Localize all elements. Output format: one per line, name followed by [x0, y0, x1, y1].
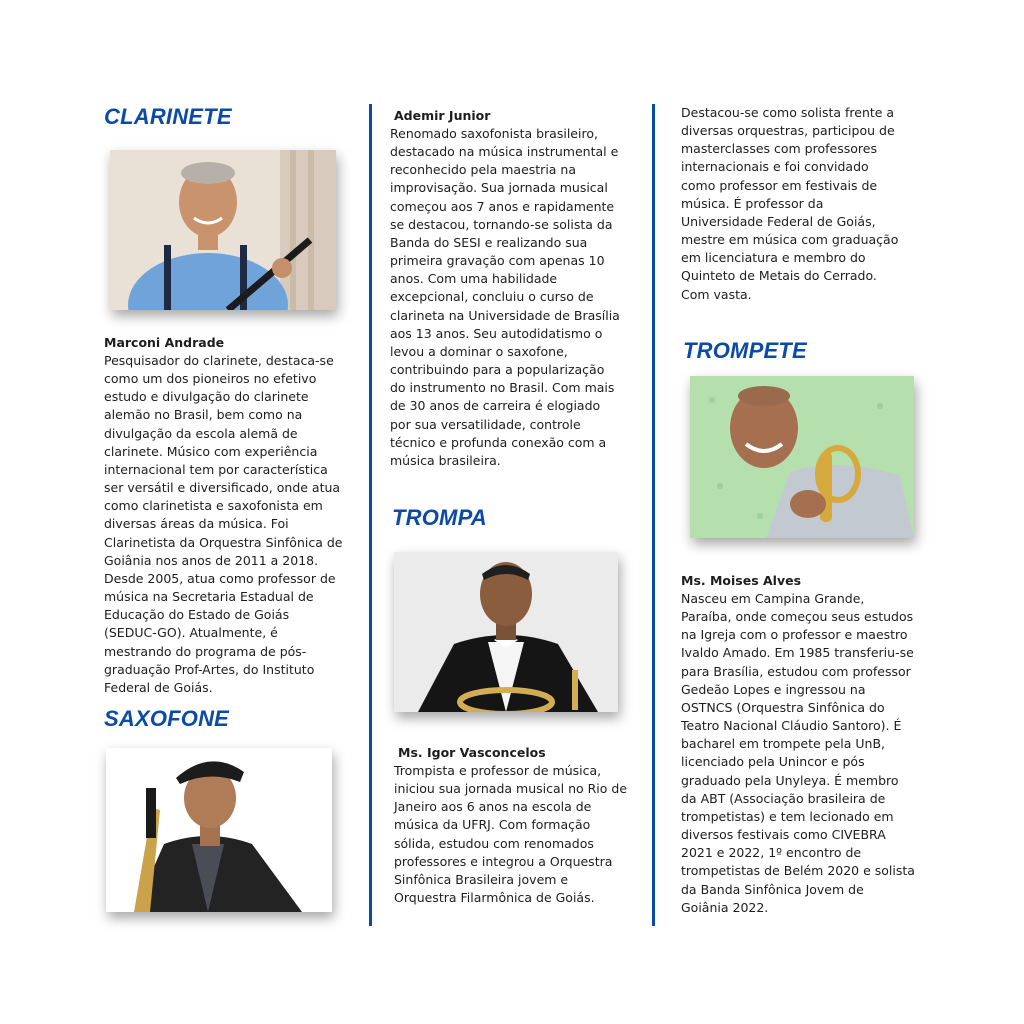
bio-line: na Igreja com o professor e maestro	[681, 627, 908, 643]
bio-line: sólida, estudou com renomados	[394, 835, 594, 851]
bio-line: primeira gravação com apenas 10	[390, 253, 605, 269]
clarinete-heading: CLARINETE	[104, 104, 232, 129]
bio-line: 2021 e 2022, 1º encontro de	[681, 845, 862, 861]
clarinete-name: Marconi Andrade	[104, 335, 225, 350]
saxophonist-portrait	[106, 748, 332, 912]
bio-line: por sua versatilidade, controle	[390, 416, 581, 432]
bio-line: aos 13 anos. Seu autodidatismo o	[390, 325, 603, 341]
bio-line: técnico e profunda conexão com a	[390, 434, 607, 450]
bio-line: Educação do Estado de Goiás	[104, 607, 290, 623]
bio-line: Pesquisador do clarinete, destaca-se	[104, 353, 334, 368]
trompa-photo	[394, 552, 618, 712]
bio-line: alemão no Brasil, bem como na	[104, 407, 303, 423]
bio-line: Quinteto de Metais do Cerrado.	[681, 268, 877, 284]
bio-line: destacado na música instrumental e	[390, 144, 619, 160]
bio-line: música. É professor da	[681, 195, 824, 211]
trompete-bio	[681, 590, 915, 917]
bio-line: clarinete. Músico com experiência	[104, 443, 318, 459]
trompete-heading: TROMPETE	[683, 338, 807, 363]
saxofone-bio	[390, 125, 620, 470]
bio-line: começou aos 7 anos e rapidamente	[390, 198, 615, 214]
column-divider-right	[652, 104, 655, 926]
column-divider-left	[369, 104, 372, 926]
trompa-name: Ms. Igor Vasconcelos	[398, 745, 546, 760]
bio-line: Goiânia 2022.	[681, 899, 769, 915]
bio-line: música na Secretaria Estadual de	[104, 589, 314, 605]
trompa-bio-continued	[681, 104, 898, 304]
bio-line: Federal de Goiás.	[104, 679, 213, 695]
bio-line: clarineta na Universidade de Brasília	[390, 307, 620, 323]
bio-line: trompetistas de Belém 2020 e solista	[681, 863, 915, 879]
saxofone-photo	[106, 748, 332, 912]
bio-line: em licenciatura e membro do	[681, 250, 866, 266]
bio-line: graduação Prof-Artes, do Instituto	[104, 661, 315, 677]
bio-line: trompetistas) e tem lecionado em	[681, 808, 894, 824]
bio-line: como clarinetista e saxofonista em	[104, 498, 323, 514]
bio-line: Sinfônica Brasileira jovem e	[394, 871, 569, 887]
bio-line: Desde 2005, atua como professor de	[104, 570, 336, 586]
bio-line: Com vasta.	[681, 286, 752, 302]
bio-line: Renomado saxofonista brasileiro,	[390, 126, 598, 141]
bio-line: como professor em festivais de	[681, 177, 878, 193]
bio-line: Orquestra Filarmônica de Goiás.	[394, 890, 595, 906]
bio-line: mestrando do programa de pós-	[104, 643, 307, 659]
saxofone-heading: SAXOFONE	[104, 706, 230, 731]
bio-line: levou a dominar o saxofone,	[390, 343, 568, 359]
bio-line: diversas áreas da música. Foi	[104, 516, 289, 532]
bio-line: do instrumento no Brasil. Com mais	[390, 380, 615, 396]
bio-line: estudo e divulgação do clarinete	[104, 389, 309, 405]
bio-line: Clarinetista da Orquestra Sinfônica de	[104, 534, 343, 550]
bio-line: bacharel em trompete pela UnB,	[681, 736, 886, 752]
clarinetist-portrait	[110, 150, 336, 310]
bio-line: (SEDUC-GO). Atualmente, é	[104, 625, 278, 641]
bio-line: Ivaldo Amado. Em 1985 transferiu-se	[681, 645, 914, 661]
clarinete-photo	[110, 150, 336, 310]
bio-line: como um dos pioneiros no efetivo	[104, 371, 317, 387]
bio-line: se destacou, tornando-se solista da	[390, 216, 613, 232]
bio-line: reconhecido pela maestria na	[390, 162, 577, 178]
saxofone-name: Ademir Junior	[394, 108, 491, 123]
bio-line: Destacou-se como solista frente a	[681, 105, 895, 120]
bio-line: Banda do SESI e realizando sua	[390, 234, 588, 250]
bio-line: Goiânia nos anos de 2011 a 2018.	[104, 552, 319, 568]
bio-line: Gedeão Lopes e ingressou na	[681, 681, 866, 697]
bio-line: diversos festivais como CIVEBRA	[681, 827, 886, 843]
bio-line: mestre em música com graduação	[681, 232, 899, 248]
bio-line: Nasceu em Campina Grande,	[681, 591, 865, 606]
clarinete-bio	[104, 352, 342, 697]
bio-line: anos. Com uma habilidade	[390, 271, 558, 287]
bio-line: masterclasses com professores	[681, 141, 877, 157]
bio-line: para Brasília, estudou com professor	[681, 663, 911, 679]
bio-line: Universidade Federal de Goiás,	[681, 213, 876, 229]
trompa-heading: TROMPA	[392, 505, 487, 530]
bio-line: da ABT (Associação brasileira de	[681, 790, 886, 806]
bio-line: improvisação. Sua jornada musical	[390, 180, 608, 196]
trompa-bio	[394, 762, 627, 907]
bio-line: de 30 anos de carreira é elogiado	[390, 398, 601, 414]
bio-line: Teatro Nacional Cláudio Santoro). É	[681, 718, 902, 734]
bio-line: Paraíba, onde começou seus estudos	[681, 609, 914, 625]
trumpeter-portrait	[690, 376, 914, 538]
bio-line: Trompista e professor de música,	[394, 763, 602, 778]
bio-line: iniciou sua jornada musical no Rio de	[394, 781, 628, 797]
bio-line: diversas orquestras, participou de	[681, 123, 895, 139]
bio-line: OSTNCS (Orquestra Sinfônica do	[681, 699, 885, 715]
bio-line: música da UFRJ. Com formação	[394, 817, 591, 833]
bio-line: Janeiro aos 6 anos na escola de	[394, 799, 592, 815]
bio-line: música brasileira.	[390, 452, 501, 468]
bio-line: graduado pela Unyleya. É membro	[681, 772, 899, 788]
bio-line: licenciado pela Unincor e pós	[681, 754, 865, 770]
bio-line: contribuindo para a popularização	[390, 362, 605, 378]
trompete-photo	[690, 376, 914, 538]
hornist-portrait	[394, 552, 618, 712]
trompete-name: Ms. Moises Alves	[681, 573, 802, 588]
bio-line: professores e integrou a Orquestra	[394, 853, 613, 869]
bio-line: internacional tem por característica	[104, 461, 328, 477]
bio-line: da Banda Sinfônica Jovem de	[681, 881, 864, 897]
bio-line: excepcional, concluiu o curso de	[390, 289, 594, 305]
bio-line: divulgação da escola alemã de	[104, 425, 298, 441]
bio-line: ser versátil e diversificado, onde atua	[104, 480, 341, 496]
bio-line: internacionais e foi convidado	[681, 159, 869, 175]
